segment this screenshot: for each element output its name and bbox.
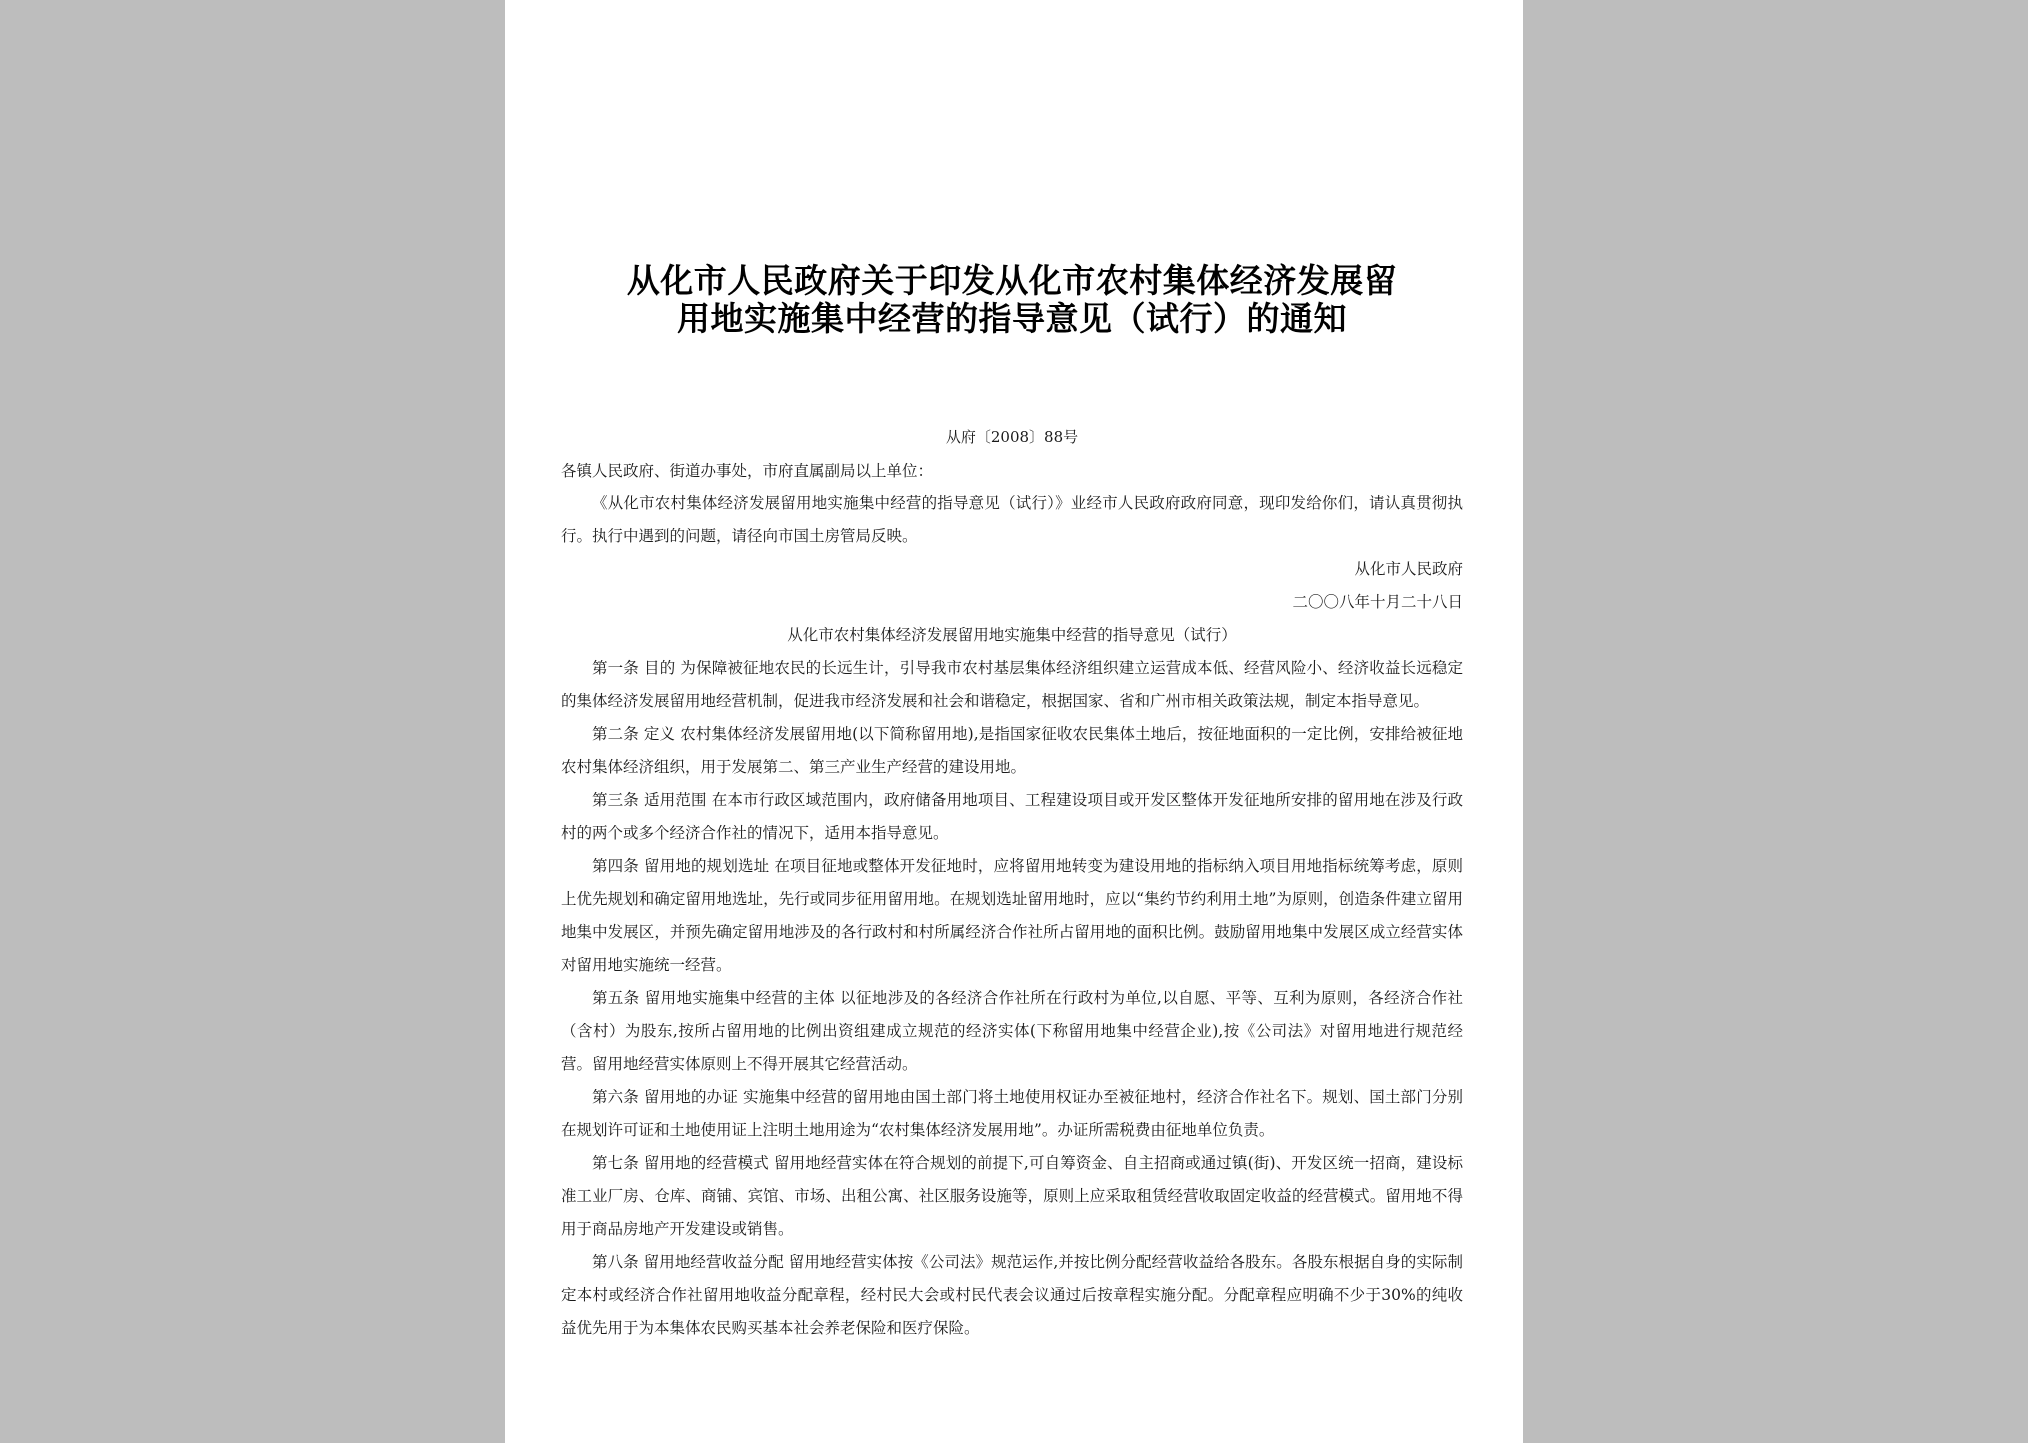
article-5: 第五条 留用地实施集中经营的主体 以征地涉及的各经济合作社所在行政村为单位,以自愿、平等、互利为原则，各经济合作社（含村）为股东,按所占留用地的比例出资组建成立规范的经济实体(下称留用地集中经营企业),按《公司法》对留用地进行规范经营。留用地经营实体原则上不得开展其它经营活动。 [561, 989, 1463, 1073]
article-3: 第三条 适用范围 在本市行政区域范围内，政府储备用地项目、工程建设项目或开发区整体开发征地所安排的留用地在涉及行政村的两个或多个经济合作社的情况下，适用本指导意见。 [561, 791, 1463, 842]
title-line-1: 从化市人民政府关于印发从化市农村集体经济发展留 [626, 261, 1398, 300]
article-6: 第六条 留用地的办证 实施集中经营的留用地由国土部门将土地使用权证办至被征地村，经济合作社名下。规划、国土部门分别在规划许可证和土地使用证上注明土地用途为“农村集体经济发展用地”。办证所需税费由征地单位负责。 [561, 1088, 1463, 1139]
article-8: 第八条 留用地经营收益分配 留用地经营实体按《公司法》规范运作,并按比例分配经营收益给各股东。各股东根据自身的实际制定本村或经济合作社留用地收益分配章程，经村民大会或村民代表会议通过后按章程实施分配。分配章程应明确不少于30%的纯收益优先用于为本集体农民购买基本社会养老保险和医疗保险。 [561, 1253, 1463, 1337]
issuer: 从化市人民政府 [1354, 560, 1463, 578]
article-7: 第七条 留用地的经营模式 留用地经营实体在符合规划的前提下,可自筹资金、自主招商或通过镇(街)、开发区统一招商，建设标准工业厂房、仓库、商铺、宾馆、市场、出租公寓、社区服务设施等，原则上应采取租赁经营收取固定收益的经营模式。留用地不得用于商品房地产开发建设或销售。 [561, 1154, 1463, 1238]
article-4: 第四条 留用地的规划选址 在项目征地或整体开发征地时，应将留用地转变为建设用地的指标纳入项目用地指标统筹考虑，原则上优先规划和确定留用地选址，先行或同步征用留用地。在规划选址留用地时，应以“集约节约利用土地”为原则，创造条件建立留用地集中发展区，并预先确定留用地涉及的各行政村和村所属经济合作社所占留用地的面积比例。鼓励留用地集中发展区成立经营实体对留用地实施统一经营。 [561, 857, 1463, 974]
issue-date: 二〇〇八年十月二十八日 [1292, 593, 1463, 611]
intro-paragraph: 《从化市农村集体经济发展留用地实施集中经营的指导意见（试行）》业经市人民政府政府同意，现印发给你们，请认真贯彻执行。执行中遇到的问题，请径向市国土房管局反映。 [561, 494, 1463, 545]
title-line-2: 用地实施集中经营的指导意见（试行）的通知 [677, 299, 1347, 338]
article-2: 第二条 定义 农村集体经济发展留用地(以下简称留用地),是指国家征收农民集体土地后，按征地面积的一定比例，安排给被征地农村集体经济组织，用于发展第二、第三产业生产经营的建设用地。 [561, 725, 1463, 776]
addressee: 各镇人民政府、街道办事处，市府直属副局以上单位： [561, 462, 934, 480]
article-1: 第一条 目的 为保障被征地农民的长远生计，引导我市农村基层集体经济组织建立运营成本低、经营风险小、经济收益长远稳定的集体经济发展留用地经营机制，促进我市经济发展和社会和谐稳定，根据国家、省和广州市相关政策法规，制定本指导意见。 [561, 659, 1463, 710]
document-number: 从府〔2008〕88号 [945, 428, 1079, 446]
attachment-title: 从化市农村集体经济发展留用地实施集中经营的指导意见（试行） [787, 626, 1237, 644]
document-title [561, 262, 1463, 338]
document-page [505, 0, 1523, 1443]
